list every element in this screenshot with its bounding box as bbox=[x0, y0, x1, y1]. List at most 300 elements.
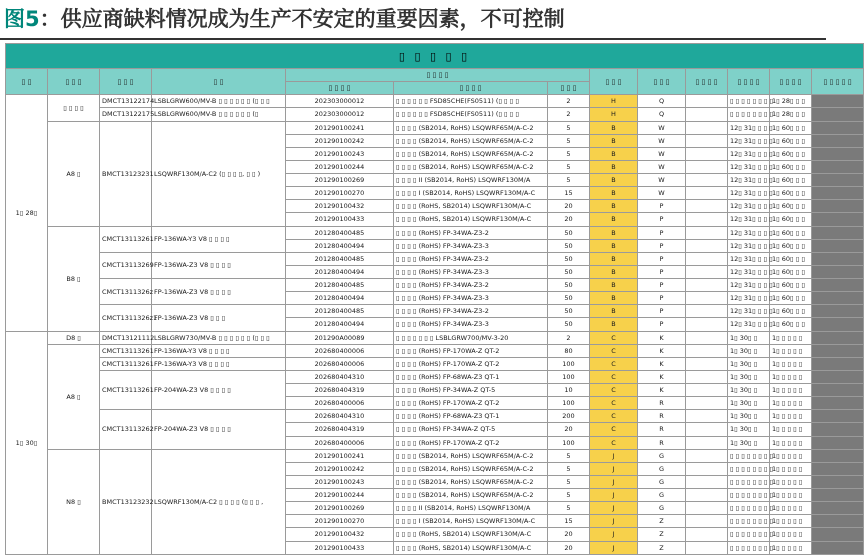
empty-cell bbox=[686, 397, 728, 410]
shortage-note-cell: 1▯ 60▯ ▯ ▯ bbox=[770, 318, 812, 331]
shortage-date-cell: ▯ ▯ ▯ ▯ ▯ ▯ ▯ ▯ bbox=[728, 462, 770, 475]
table-row bbox=[6, 410, 864, 423]
shortage-date-cell: 12▯ 31▯ ▯ ▯ ▯ bbox=[728, 200, 770, 213]
shortage-note-cell: 1▯ 60▯ ▯ ▯ bbox=[770, 160, 812, 173]
vendor-cell: R bbox=[638, 436, 686, 449]
part-desc-cell: ▯ ▯ ▯ ▯ (RoHS) FP-34WA-Z3-3 bbox=[394, 239, 548, 252]
qty-cell: 200 bbox=[548, 410, 590, 423]
vendor-cell: P bbox=[638, 213, 686, 226]
shortage-note-cell: 1▯ ▯ ▯ ▯ ▯ bbox=[770, 436, 812, 449]
product-desc-cell: FP-136WA-Y3 V8 ▯ ▯ ▯ ▯ bbox=[152, 226, 286, 252]
shortage-date-cell: ▯ ▯ ▯ ▯ ▯ ▯ ▯ ▯ bbox=[728, 489, 770, 502]
qty-cell: 50 bbox=[548, 252, 590, 265]
part-desc-cell: ▯ ▯ ▯ ▯ II (SB2014, RoHS) LSQWRF130M/A bbox=[394, 174, 548, 187]
part-number-cell: 202680400006 bbox=[286, 436, 394, 449]
shortage-note-cell: 1▯ ▯ ▯ ▯ ▯ bbox=[770, 475, 812, 488]
table-row bbox=[6, 357, 864, 370]
level-cell: B bbox=[590, 305, 638, 318]
shortage-note-cell: 1▯ 60▯ ▯ ▯ bbox=[770, 174, 812, 187]
shortage-date-cell: 1▯ 30▯ ▯ bbox=[728, 344, 770, 357]
empty-cell bbox=[686, 502, 728, 515]
shortage-date-cell: ▯ ▯ ▯ ▯ ▯ ▯ ▯ ▯ bbox=[728, 95, 770, 108]
shaded-cell bbox=[812, 108, 864, 121]
table-row bbox=[6, 279, 864, 292]
level-cell: J bbox=[590, 528, 638, 541]
shortage-note-cell: 1▯ ▯ ▯ ▯ ▯ bbox=[770, 541, 812, 555]
part-desc-cell: ▯ ▯ ▯ ▯ (RoHS) FP-34WA-Z3-2 bbox=[394, 279, 548, 292]
shortage-table bbox=[5, 43, 864, 555]
part-desc-cell: ▯ ▯ ▯ ▯ (RoHS) FP-34WA-Z QT-5 bbox=[394, 423, 548, 436]
qty-cell: 100 bbox=[548, 436, 590, 449]
part-number-cell: 201290100269 bbox=[286, 174, 394, 187]
shortage-note-cell: 1▯ 60▯ ▯ ▯ bbox=[770, 213, 812, 226]
level-cell: C bbox=[590, 357, 638, 370]
vendor-cell: Z bbox=[638, 515, 686, 528]
table-title-row bbox=[6, 44, 864, 69]
product-desc-cell: FP-204WA-Z3 V8 ▯ ▯ ▯ ▯ bbox=[152, 370, 286, 409]
shortage-note-cell: 1▯ 60▯ ▯ ▯ bbox=[770, 292, 812, 305]
vendor-cell: K bbox=[638, 357, 686, 370]
part-desc-cell: ▯ ▯ ▯ ▯ (RoHS) FP-34WA-Z3-2 bbox=[394, 305, 548, 318]
shaded-cell bbox=[812, 357, 864, 370]
part-desc-cell: ▯ ▯ ▯ ▯ (SB2014, RoHS) LSQWRF65M/A-C-2 bbox=[394, 134, 548, 147]
shaded-cell bbox=[812, 160, 864, 173]
part-number-cell: 201290100243 bbox=[286, 475, 394, 488]
qty-cell: 100 bbox=[548, 397, 590, 410]
part-number-cell: 201290100432 bbox=[286, 200, 394, 213]
part-desc-cell: ▯ ▯ ▯ ▯ (RoHS) FP-68WA-Z3 QT-1 bbox=[394, 370, 548, 383]
shortage-date-cell: 12▯ 31▯ ▯ ▯ ▯ bbox=[728, 305, 770, 318]
empty-cell bbox=[686, 541, 728, 555]
part-desc-cell: ▯ ▯ ▯ ▯ (RoHS) FP-170WA-Z QT-2 bbox=[394, 344, 548, 357]
part-desc-cell: ▯ ▯ ▯ ▯ (RoHS, SB2014) LSQWRF130M/A-C bbox=[394, 541, 548, 555]
vendor-cell: G bbox=[638, 475, 686, 488]
part-desc-cell: ▯ ▯ ▯ ▯ (SB2014, RoHS) LSQWRF65M/A-C-2 bbox=[394, 147, 548, 160]
level-cell: J bbox=[590, 515, 638, 528]
shortage-date-cell: ▯ ▯ ▯ ▯ ▯ ▯ ▯ ▯ bbox=[728, 515, 770, 528]
shortage-note-cell: 1▯ ▯ ▯ ▯ ▯ bbox=[770, 370, 812, 383]
part-desc-cell: ▯ ▯ ▯ ▯ (SB2014, RoHS) LSQWRF65M/A-C-2 bbox=[394, 449, 548, 462]
part-desc-cell: ▯ ▯ ▯ ▯ (RoHS, SB2014) LSQWRF130M/A-C bbox=[394, 213, 548, 226]
level-cell: C bbox=[590, 397, 638, 410]
empty-cell bbox=[686, 95, 728, 108]
shortage-date-cell: 1▯ 30▯ ▯ bbox=[728, 331, 770, 344]
empty-cell bbox=[686, 423, 728, 436]
header-date: ▯ ▯ bbox=[6, 69, 48, 95]
part-number-cell: 202680400006 bbox=[286, 344, 394, 357]
part-desc-cell: ▯ ▯ ▯ ▯ (SB2014, RoHS) LSQWRF65M/A-C-2 bbox=[394, 462, 548, 475]
vendor-cell: P bbox=[638, 265, 686, 278]
date-cell: 1▯ 30▯ bbox=[6, 331, 48, 555]
table-row bbox=[6, 252, 864, 265]
part-number-cell: 201290100432 bbox=[286, 528, 394, 541]
shaded-cell bbox=[812, 331, 864, 344]
level-cell: C bbox=[590, 344, 638, 357]
shortage-date-cell: 12▯ 31▯ ▯ ▯ ▯ bbox=[728, 226, 770, 239]
product-desc-cell: FP-136WA-Y3 V8 ▯ ▯ ▯ ▯ bbox=[152, 357, 286, 370]
part-number-cell: 201290100241 bbox=[286, 121, 394, 134]
part-number-cell: 201280400494 bbox=[286, 292, 394, 305]
figure-title bbox=[4, 4, 565, 34]
header-vendor: ▯ ▯ ▯ bbox=[638, 69, 686, 95]
shortage-date-cell: ▯ ▯ ▯ ▯ ▯ ▯ ▯ ▯ bbox=[728, 449, 770, 462]
shaded-cell bbox=[812, 475, 864, 488]
shortage-date-cell: 1▯ 30▯ ▯ bbox=[728, 370, 770, 383]
shortage-note-cell: 1▯ ▯ ▯ ▯ ▯ bbox=[770, 410, 812, 423]
product-code-cell: DMCT13122174 bbox=[100, 95, 152, 108]
model-cell: D8 ▯ bbox=[48, 331, 100, 344]
shaded-cell bbox=[812, 95, 864, 108]
shortage-date-cell: 1▯ 30▯ ▯ bbox=[728, 397, 770, 410]
shortage-date-cell: 12▯ 31▯ ▯ ▯ ▯ bbox=[728, 134, 770, 147]
shortage-date-cell: ▯ ▯ ▯ ▯ ▯ ▯ ▯ ▯ bbox=[728, 502, 770, 515]
shortage-note-cell: 1▯ ▯ ▯ ▯ ▯ bbox=[770, 528, 812, 541]
level-cell: B bbox=[590, 292, 638, 305]
shaded-cell bbox=[812, 187, 864, 200]
level-cell: C bbox=[590, 331, 638, 344]
vendor-cell: R bbox=[638, 410, 686, 423]
qty-cell: 20 bbox=[548, 200, 590, 213]
part-number-cell: 201280400494 bbox=[286, 239, 394, 252]
shortage-date-cell: ▯ ▯ ▯ ▯ ▯ ▯ ▯ ▯ bbox=[728, 528, 770, 541]
table-title: ▯ ▯ ▯ ▯ ▯ bbox=[6, 44, 864, 69]
level-cell: B bbox=[590, 134, 638, 147]
empty-cell bbox=[686, 160, 728, 173]
shaded-cell bbox=[812, 213, 864, 226]
shortage-note-cell: 1▯ 28▯ ▯ ▯ bbox=[770, 108, 812, 121]
shortage-note-cell: 1▯ ▯ ▯ ▯ ▯ bbox=[770, 489, 812, 502]
shortage-note-cell: 1▯ ▯ ▯ ▯ ▯ bbox=[770, 331, 812, 344]
empty-cell bbox=[686, 305, 728, 318]
level-cell: B bbox=[590, 187, 638, 200]
empty-cell bbox=[686, 108, 728, 121]
model-cell: B8 ▯ bbox=[48, 226, 100, 331]
qty-cell: 5 bbox=[548, 502, 590, 515]
figure-number: 图5 bbox=[4, 7, 40, 31]
qty-cell: 5 bbox=[548, 160, 590, 173]
qty-cell: 5 bbox=[548, 462, 590, 475]
product-desc-cell: LSQWRF130M/A-C2 ▯ ▯ ▯ ▯ (▯ ▯ ▯ , bbox=[152, 449, 286, 554]
part-number-cell: 202303000012 bbox=[286, 108, 394, 121]
header-desc: ▯ ▯ bbox=[152, 69, 286, 95]
vendor-cell: K bbox=[638, 384, 686, 397]
shaded-cell bbox=[812, 528, 864, 541]
shaded-cell bbox=[812, 436, 864, 449]
empty-cell bbox=[686, 187, 728, 200]
part-number-cell: 201280400485 bbox=[286, 252, 394, 265]
vendor-cell: W bbox=[638, 134, 686, 147]
qty-cell: 15 bbox=[548, 187, 590, 200]
level-cell: B bbox=[590, 213, 638, 226]
shortage-note-cell: 1▯ ▯ ▯ ▯ ▯ bbox=[770, 515, 812, 528]
part-number-cell: 201280400494 bbox=[286, 318, 394, 331]
empty-cell bbox=[686, 357, 728, 370]
part-desc-cell: ▯ ▯ ▯ ▯ I (SB2014, RoHS) LSQWRF130M/A-C bbox=[394, 187, 548, 200]
part-desc-cell: ▯ ▯ ▯ ▯ ▯ ▯ FSD85CHE(FS0511) (▯ ▯ ▯ ▯ bbox=[394, 108, 548, 121]
title-rule bbox=[0, 38, 826, 40]
vendor-cell: W bbox=[638, 160, 686, 173]
level-cell: J bbox=[590, 541, 638, 555]
part-number-cell: 201290100433 bbox=[286, 541, 394, 555]
empty-cell bbox=[686, 528, 728, 541]
product-desc-cell: FP-136WA-Z3 V8 ▯ ▯ ▯ ▯ bbox=[152, 279, 286, 305]
product-desc-cell: LSBLGRW600/MV-B ▯ ▯ ▯ ▯ ▯ ▯ (▯ ▯ ▯ bbox=[152, 95, 286, 108]
part-number-cell: 201290100244 bbox=[286, 160, 394, 173]
header-material-group: ▯ ▯ ▯ ▯ bbox=[286, 69, 590, 82]
vendor-cell: W bbox=[638, 147, 686, 160]
shortage-note-cell: 1▯ 60▯ ▯ ▯ bbox=[770, 121, 812, 134]
qty-cell: 100 bbox=[548, 357, 590, 370]
part-number-cell: 202680404310 bbox=[286, 370, 394, 383]
vendor-cell: G bbox=[638, 489, 686, 502]
level-cell: J bbox=[590, 489, 638, 502]
vendor-cell: G bbox=[638, 502, 686, 515]
shaded-cell bbox=[812, 121, 864, 134]
table-row bbox=[6, 370, 864, 383]
empty-cell bbox=[686, 147, 728, 160]
qty-cell: 50 bbox=[548, 292, 590, 305]
model-cell: A8 ▯ bbox=[48, 344, 100, 449]
empty-cell bbox=[686, 384, 728, 397]
shortage-note-cell: 1▯ ▯ ▯ ▯ ▯ bbox=[770, 344, 812, 357]
part-desc-cell: ▯ ▯ ▯ ▯ (SB2014, RoHS) LSQWRF65M/A-C-2 bbox=[394, 489, 548, 502]
part-desc-cell: ▯ ▯ ▯ ▯ (RoHS) FP-34WA-Z QT-5 bbox=[394, 384, 548, 397]
shaded-cell bbox=[812, 147, 864, 160]
shortage-note-cell: 1▯ ▯ ▯ ▯ ▯ bbox=[770, 397, 812, 410]
vendor-cell: G bbox=[638, 449, 686, 462]
shortage-date-cell: 12▯ 31▯ ▯ ▯ ▯ bbox=[728, 265, 770, 278]
shaded-cell bbox=[812, 344, 864, 357]
qty-cell: 50 bbox=[548, 226, 590, 239]
shaded-cell bbox=[812, 265, 864, 278]
shaded-cell bbox=[812, 423, 864, 436]
vendor-cell: W bbox=[638, 174, 686, 187]
shortage-date-cell: 1▯ 30▯ ▯ bbox=[728, 436, 770, 449]
shortage-date-cell: 12▯ 31▯ ▯ ▯ ▯ bbox=[728, 252, 770, 265]
part-desc-cell: ▯ ▯ ▯ ▯ (RoHS) FP-34WA-Z3-3 bbox=[394, 318, 548, 331]
shortage-date-cell: 12▯ 31▯ ▯ ▯ ▯ bbox=[728, 160, 770, 173]
shaded-cell bbox=[812, 134, 864, 147]
shortage-date-cell: 12▯ 31▯ ▯ ▯ ▯ bbox=[728, 213, 770, 226]
shortage-date-cell: 12▯ 31▯ ▯ ▯ ▯ bbox=[728, 174, 770, 187]
vendor-cell: K bbox=[638, 344, 686, 357]
qty-cell: 5 bbox=[548, 449, 590, 462]
empty-cell bbox=[686, 121, 728, 134]
vendor-cell: P bbox=[638, 292, 686, 305]
table-row bbox=[6, 344, 864, 357]
part-desc-cell: ▯ ▯ ▯ ▯ ▯ ▯ FSD85CHE(FS0511) (▯ ▯ ▯ ▯ bbox=[394, 95, 548, 108]
part-number-cell: 201290100433 bbox=[286, 213, 394, 226]
empty-cell bbox=[686, 410, 728, 423]
qty-cell: 50 bbox=[548, 279, 590, 292]
level-cell: B bbox=[590, 265, 638, 278]
level-cell: H bbox=[590, 95, 638, 108]
qty-cell: 50 bbox=[548, 265, 590, 278]
qty-cell: 5 bbox=[548, 147, 590, 160]
table-row bbox=[6, 305, 864, 318]
part-desc-cell: ▯ ▯ ▯ ▯ (RoHS) FP-34WA-Z3-2 bbox=[394, 252, 548, 265]
part-number-cell: 201280400485 bbox=[286, 226, 394, 239]
empty-cell bbox=[686, 436, 728, 449]
vendor-cell: K bbox=[638, 331, 686, 344]
part-number-cell: 201290100270 bbox=[286, 515, 394, 528]
part-number-cell: 201290A00089 bbox=[286, 331, 394, 344]
header-part-desc: ▯ ▯ ▯ ▯ bbox=[394, 82, 548, 95]
empty-cell bbox=[686, 265, 728, 278]
header-level: ▯ ▯ ▯ bbox=[590, 69, 638, 95]
level-cell: B bbox=[590, 174, 638, 187]
product-code-cell: DMCT13121112 bbox=[100, 331, 152, 344]
shaded-cell bbox=[812, 502, 864, 515]
qty-cell: 50 bbox=[548, 305, 590, 318]
qty-cell: 5 bbox=[548, 475, 590, 488]
product-code-cell: DMCT13122175 bbox=[100, 108, 152, 121]
level-cell: B bbox=[590, 239, 638, 252]
empty-cell bbox=[686, 475, 728, 488]
part-number-cell: 201290100269 bbox=[286, 502, 394, 515]
shaded-cell bbox=[812, 292, 864, 305]
empty-cell bbox=[686, 213, 728, 226]
shortage-date-cell: ▯ ▯ ▯ ▯ ▯ ▯ ▯ ▯ bbox=[728, 108, 770, 121]
shortage-date-cell: 12▯ 31▯ ▯ ▯ ▯ bbox=[728, 239, 770, 252]
level-cell: B bbox=[590, 252, 638, 265]
shortage-date-cell: ▯ ▯ ▯ ▯ ▯ ▯ ▯ ▯ bbox=[728, 541, 770, 555]
product-code-cell: CMCT13113262 bbox=[100, 410, 152, 449]
header-col12: ▯ ▯ ▯ ▯ bbox=[770, 69, 812, 95]
qty-cell: 2 bbox=[548, 108, 590, 121]
part-number-cell: 202303000012 bbox=[286, 95, 394, 108]
vendor-cell: P bbox=[638, 239, 686, 252]
part-desc-cell: ▯ ▯ ▯ ▯ (RoHS) FP-170WA-Z QT-2 bbox=[394, 397, 548, 410]
shortage-note-cell: 1▯ ▯ ▯ ▯ ▯ bbox=[770, 423, 812, 436]
product-code-cell: BMCT13123232 bbox=[100, 449, 152, 554]
part-desc-cell: ▯ ▯ ▯ ▯ (RoHS) FP-34WA-Z3-2 bbox=[394, 226, 548, 239]
header-part-number: ▯ ▯ ▯ ▯ bbox=[286, 82, 394, 95]
product-code-cell: BMCT13123231 bbox=[100, 121, 152, 226]
level-cell: B bbox=[590, 147, 638, 160]
vendor-cell: P bbox=[638, 226, 686, 239]
part-desc-cell: ▯ ▯ ▯ ▯ (RoHS, SB2014) LSQWRF130M/A-C bbox=[394, 200, 548, 213]
model-cell: N8 ▯ bbox=[48, 449, 100, 554]
table-row bbox=[6, 108, 864, 121]
level-cell: C bbox=[590, 384, 638, 397]
product-desc-cell: FP-136WA-Y3 V8 ▯ ▯ ▯ ▯ bbox=[152, 344, 286, 357]
shaded-cell bbox=[812, 200, 864, 213]
part-number-cell: 201290100243 bbox=[286, 147, 394, 160]
part-number-cell: 202680400006 bbox=[286, 357, 394, 370]
header-row bbox=[6, 69, 864, 82]
level-cell: J bbox=[590, 475, 638, 488]
vendor-cell: Z bbox=[638, 528, 686, 541]
level-cell: B bbox=[590, 121, 638, 134]
shortage-date-cell: 12▯ 31▯ ▯ ▯ ▯ bbox=[728, 147, 770, 160]
level-cell: B bbox=[590, 318, 638, 331]
qty-cell: 80 bbox=[548, 344, 590, 357]
product-desc-cell: FP-204WA-Z3 V8 ▯ ▯ ▯ ▯ bbox=[152, 410, 286, 449]
shaded-cell bbox=[812, 318, 864, 331]
header-model: ▯ ▯ ▯ bbox=[48, 69, 100, 95]
product-code-cell: CMCT13113261 bbox=[100, 226, 152, 252]
shortage-note-cell: 1▯ 28▯ ▯ ▯ bbox=[770, 95, 812, 108]
qty-cell: 20 bbox=[548, 213, 590, 226]
shortage-date-cell: 12▯ 31▯ ▯ ▯ ▯ bbox=[728, 318, 770, 331]
vendor-cell: P bbox=[638, 279, 686, 292]
header-qty: ▯ ▯ ▯ bbox=[548, 82, 590, 95]
figure-caption: ：供应商缺料情况成为生产不安定的重要因素，不可控制 bbox=[39, 7, 565, 31]
product-desc-cell: FP-136WA-Z3 V8 ▯ ▯ ▯ ▯ bbox=[152, 252, 286, 278]
vendor-cell: W bbox=[638, 187, 686, 200]
qty-cell: 100 bbox=[548, 370, 590, 383]
table-row bbox=[6, 226, 864, 239]
qty-cell: 20 bbox=[548, 541, 590, 555]
shaded-cell bbox=[812, 397, 864, 410]
model-cell: A8 ▯ bbox=[48, 121, 100, 226]
shortage-date-cell: ▯ ▯ ▯ ▯ ▯ ▯ ▯ ▯ bbox=[728, 475, 770, 488]
vendor-cell: P bbox=[638, 318, 686, 331]
shortage-date-cell: 12▯ 31▯ ▯ ▯ ▯ bbox=[728, 121, 770, 134]
shaded-cell bbox=[812, 174, 864, 187]
empty-cell bbox=[686, 226, 728, 239]
shortage-note-cell: 1▯ 60▯ ▯ ▯ bbox=[770, 226, 812, 239]
header-col10: ▯ ▯ ▯ ▯ bbox=[686, 69, 728, 95]
header-col11: ▯ ▯ ▯ ▯ bbox=[728, 69, 770, 95]
shortage-note-cell: 1▯ 60▯ ▯ ▯ bbox=[770, 200, 812, 213]
level-cell: J bbox=[590, 462, 638, 475]
shaded-cell bbox=[812, 541, 864, 555]
product-code-cell: CMCT13113269 bbox=[100, 252, 152, 278]
table-row bbox=[6, 121, 864, 134]
shaded-cell bbox=[812, 489, 864, 502]
product-desc-cell: LSBLGRW730/MV-B ▯ ▯ ▯ ▯ ▯ ▯ (▯ ▯ ▯ bbox=[152, 331, 286, 344]
shortage-date-cell: 1▯ 30▯ ▯ bbox=[728, 357, 770, 370]
level-cell: H bbox=[590, 108, 638, 121]
shortage-date-cell: 1▯ 30▯ ▯ bbox=[728, 384, 770, 397]
empty-cell bbox=[686, 252, 728, 265]
shaded-cell bbox=[812, 239, 864, 252]
qty-cell: 10 bbox=[548, 384, 590, 397]
shaded-cell bbox=[812, 384, 864, 397]
vendor-cell: Q bbox=[638, 108, 686, 121]
qty-cell: 5 bbox=[548, 489, 590, 502]
shortage-note-cell: 1▯ 60▯ ▯ ▯ bbox=[770, 187, 812, 200]
part-desc-cell: ▯ ▯ ▯ ▯ (RoHS) FP-34WA-Z3-3 bbox=[394, 265, 548, 278]
part-number-cell: 201290100241 bbox=[286, 449, 394, 462]
table-row bbox=[6, 449, 864, 462]
part-desc-cell: ▯ ▯ ▯ ▯ (RoHS) FP-34WA-Z3-3 bbox=[394, 292, 548, 305]
shortage-date-cell: 1▯ 30▯ ▯ bbox=[728, 410, 770, 423]
part-desc-cell: ▯ ▯ ▯ ▯ (SB2014, RoHS) LSQWRF65M/A-C-2 bbox=[394, 475, 548, 488]
empty-cell bbox=[686, 515, 728, 528]
shortage-note-cell: 1▯ 60▯ ▯ ▯ bbox=[770, 134, 812, 147]
part-desc-cell: ▯ ▯ ▯ ▯ (RoHS) FP-170WA-Z QT-2 bbox=[394, 357, 548, 370]
shortage-note-cell: 1▯ ▯ ▯ ▯ ▯ bbox=[770, 462, 812, 475]
part-number-cell: 201290100242 bbox=[286, 134, 394, 147]
part-number-cell: 201280400485 bbox=[286, 279, 394, 292]
qty-cell: 5 bbox=[548, 134, 590, 147]
empty-cell bbox=[686, 134, 728, 147]
vendor-cell: Q bbox=[638, 95, 686, 108]
model-cell: ▯ ▯ ▯ ▯ bbox=[48, 95, 100, 121]
qty-cell: 5 bbox=[548, 121, 590, 134]
level-cell: B bbox=[590, 226, 638, 239]
shortage-note-cell: 1▯ ▯ ▯ ▯ ▯ bbox=[770, 449, 812, 462]
level-cell: B bbox=[590, 200, 638, 213]
table-row bbox=[6, 95, 864, 108]
level-cell: C bbox=[590, 436, 638, 449]
vendor-cell: Z bbox=[638, 541, 686, 555]
shortage-note-cell: 1▯ 60▯ ▯ ▯ bbox=[770, 239, 812, 252]
empty-cell bbox=[686, 174, 728, 187]
